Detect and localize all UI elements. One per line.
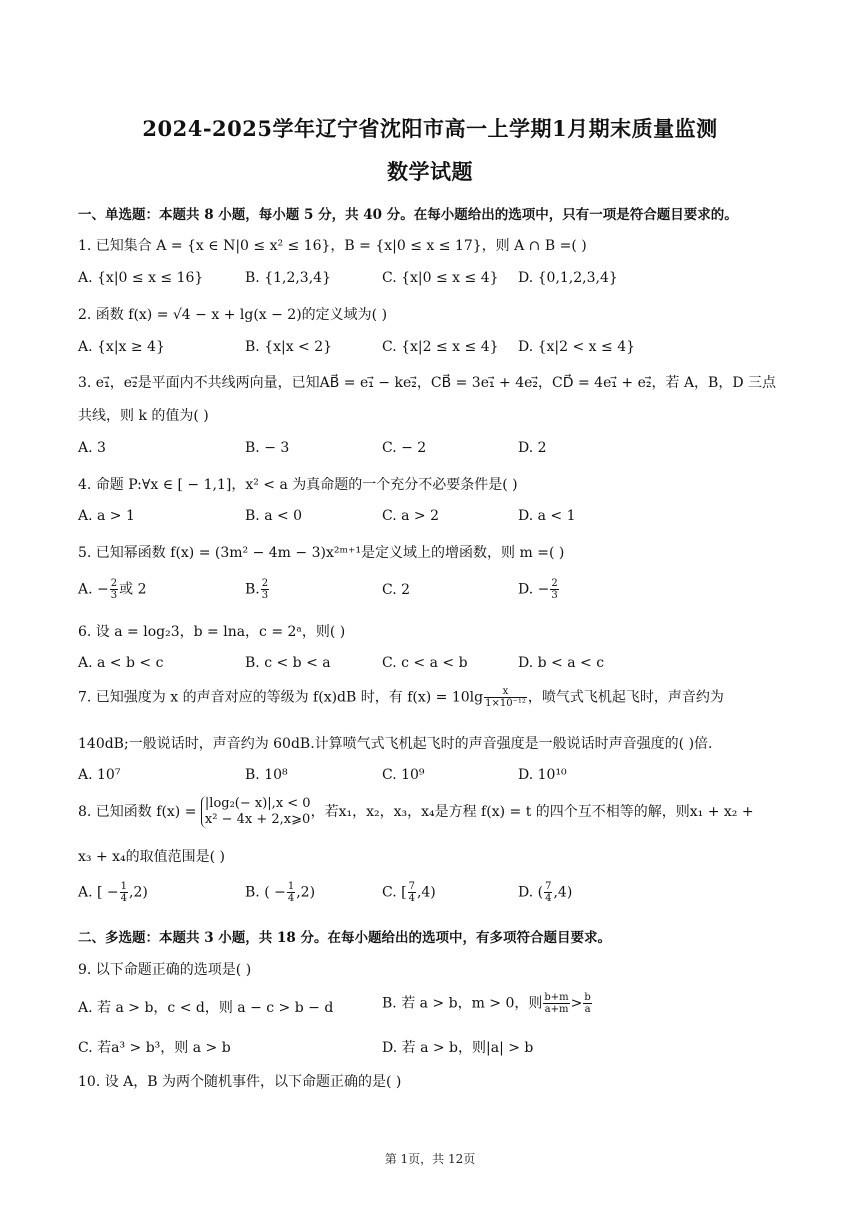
question-4-option-c: C. a > 2 — [382, 508, 439, 524]
question-3-option-a: A. 3 — [78, 440, 106, 456]
fraction-numerator: 1 — [287, 881, 295, 892]
fraction-numerator: 7 — [545, 881, 552, 892]
stem-text: 7. 已知强度为 x 的声音对应的等级为 f(x)dB 时，有 f(x) = 10lg — [78, 689, 484, 706]
question-1-option-b: B. {1,2,3,4} — [245, 270, 331, 286]
question-1-option-c: C. {x|0 ≤ x ≤ 4} — [382, 270, 499, 286]
question-6-option-c: C. c < a < b — [382, 655, 468, 671]
fraction — [287, 881, 295, 904]
fraction — [550, 578, 558, 601]
fraction-denominator: a — [584, 1004, 591, 1015]
question-1-option-d: D. {0,1,2,3,4} — [518, 270, 618, 286]
question-7-stem-line1 — [78, 686, 788, 709]
question-3-stem-line2: 共线，则 k 的值为( ) — [78, 408, 209, 424]
piecewise-function — [201, 796, 311, 828]
option-suffix: 或 2 — [119, 581, 147, 598]
stem-text: ，喷气式飞机起飞时，声音约为 — [527, 689, 724, 706]
question-2-option-a: A. {x|x ≥ 4} — [78, 339, 165, 355]
question-9-option-b — [382, 992, 593, 1015]
fraction-numerator: x — [484, 686, 527, 698]
question-10-stem: 10. 设 A，B 为两个随机事件，以下命题正确的是( ) — [78, 1074, 402, 1090]
question-9-option-c: C. 若a³ > b³，则 a > b — [78, 1040, 231, 1056]
stem-text: 8. 已知函数 f(x) = — [78, 804, 197, 820]
question-8-option-d — [518, 881, 572, 904]
question-8-option-b — [245, 881, 315, 904]
question-8-stem-line1 — [78, 796, 788, 828]
option-suffix: ,2) — [296, 884, 316, 901]
page-footer: 第 1页，共 12页 — [384, 1152, 476, 1166]
option-prefix: B. ( − — [245, 884, 286, 901]
question-7-stem-line2: 140dB;一般说话时，声音约为 60dB.计算喷气式飞机起飞时的声音强度是一般说话时声音强度的( )倍. — [78, 736, 713, 752]
fraction-denominator: 4 — [545, 893, 552, 904]
question-4-option-a: A. a > 1 — [78, 508, 135, 524]
exam-subtitle: 数学试题 — [387, 159, 473, 184]
fraction-numerator: b — [584, 992, 591, 1003]
option-prefix: B. — [245, 581, 260, 598]
fraction-numerator: b+m — [544, 992, 569, 1003]
question-3-option-c: C. − 2 — [382, 440, 427, 456]
question-7-option-b: B. 10⁸ — [245, 767, 288, 783]
fraction-denominator: a+m — [544, 1004, 569, 1015]
question-2-option-d: D. {x|2 < x ≤ 4} — [518, 339, 636, 355]
fraction-denominator: 3 — [261, 590, 269, 601]
fraction-denominator: 3 — [110, 590, 118, 601]
option-prefix: D. ( — [518, 884, 544, 901]
fraction-numerator: 2 — [261, 578, 269, 589]
question-8-stem-line2: x₃ + x₄的取值范围是( ) — [78, 849, 226, 865]
fraction-numerator: 1 — [120, 881, 128, 892]
question-5-option-d — [518, 578, 560, 601]
question-9-stem: 9. 以下命题正确的选项是( ) — [78, 962, 252, 978]
fraction-numerator: 7 — [408, 881, 415, 892]
question-7-option-a: A. 10⁷ — [78, 767, 121, 783]
question-6-option-b: B. c < b < a — [245, 655, 331, 671]
fraction — [408, 881, 416, 904]
fraction — [120, 881, 128, 904]
question-2-stem: 2. 函数 f(x) = √4 − x + lg(x − 2)的定义域为( ) — [78, 307, 388, 323]
question-4-option-b: B. a < 0 — [245, 508, 303, 524]
question-3-option-d: D. 2 — [518, 440, 547, 456]
piece-1: |log₂(− x)|,x < 0 — [204, 796, 311, 811]
fraction — [543, 992, 569, 1015]
question-7-option-d: D. 10¹⁰ — [518, 767, 567, 783]
exam-title: 2024-2025学年辽宁省沈阳市高一上学期1月期末质量监测 — [142, 116, 718, 141]
option-prefix: A. − — [78, 581, 109, 598]
option-suffix: ,4) — [553, 884, 573, 901]
option-prefix: D. − — [518, 581, 550, 598]
question-8-option-c — [382, 881, 436, 904]
option-suffix: ,4) — [416, 884, 436, 901]
question-6-stem: 6. 设 a = log₂3，b = lna，c = 2ᵃ，则( ) — [78, 624, 346, 640]
fraction — [484, 686, 527, 709]
fraction-numerator: 2 — [551, 578, 558, 589]
fraction-denominator: 4 — [120, 893, 128, 904]
comparison-sign: > — [570, 995, 583, 1012]
fraction — [544, 881, 552, 904]
option-suffix: ,2) — [129, 884, 148, 901]
question-4-option-d: D. a < 1 — [518, 508, 576, 524]
question-9-option-a: A. 若 a > b，c < d，则 a − c > b − d — [78, 1000, 334, 1016]
option-prefix: B. 若 a > b，m > 0，则 — [382, 995, 543, 1012]
fraction — [261, 578, 269, 601]
question-5-option-b — [245, 578, 270, 601]
option-prefix: C. [ — [382, 884, 407, 901]
question-5-option-c: C. 2 — [382, 582, 411, 598]
question-3-stem-line1: 3. e₁⃗，e₂⃗是平面内不共线两向量，已知AB⃗ = e₁⃗ − ke₂⃗，CB⃗ = 3e₁⃗ + 4e₂⃗，CD⃗ = 4e₁⃗ + e₂⃗，若 A，B，D 三点 — [78, 375, 777, 391]
fraction-denominator: 4 — [408, 893, 415, 904]
fraction-denominator: 4 — [287, 893, 295, 904]
question-4-stem: 4. 命题 P:∀x ∈ [ − 1,1]，x² < a 为真命题的一个充分不必要条件是( ) — [78, 477, 518, 493]
question-2-option-b: B. {x|x < 2} — [245, 339, 333, 355]
question-5-option-a — [78, 578, 146, 601]
question-2-option-c: C. {x|2 ≤ x ≤ 4} — [382, 339, 499, 355]
fraction-numerator: 2 — [110, 578, 118, 589]
fraction — [110, 578, 118, 601]
section-heading-single-choice: 一、单选题：本题共 8 小题，每小题 5 分，共 40 分。在每小题给出的选项中，只有一项是符合题目要求的。 — [78, 207, 738, 223]
question-5-stem: 5. 已知幂函数 f(x) = (3m² − 4m − 3)x²ᵐ⁺¹是定义域上的增函数，则 m =( ) — [78, 545, 565, 561]
option-prefix: A. [ − — [78, 884, 119, 901]
question-3-option-b: B. − 3 — [245, 440, 290, 456]
question-9-option-d: D. 若 a > b，则|a| > b — [382, 1040, 534, 1056]
question-7-option-c: C. 10⁹ — [382, 767, 425, 783]
stem-text: ，若x₁，x₂，x₃，x₄是方程 f(x) = t 的四个互不相等的解，则x₁ + x₂ + — [310, 804, 754, 820]
question-1-option-a: A. {x|0 ≤ x ≤ 16} — [78, 270, 204, 286]
fraction-denominator: 1×10⁻¹² — [485, 698, 526, 709]
fraction-denominator: 3 — [551, 590, 558, 601]
fraction — [583, 992, 591, 1015]
section-heading-multiple-choice: 二、多选题：本题共 3 小题，共 18 分。在每小题给出的选项中，有多项符合题目要求。 — [78, 930, 611, 946]
question-8-option-a — [78, 881, 148, 904]
piece-2: x² − 4x + 2,x⩾0 — [204, 812, 311, 827]
question-6-option-d: D. b < a < c — [518, 655, 605, 671]
question-1-stem: 1. 已知集合 A = {x ∈ N|0 ≤ x² ≤ 16}，B = {x|0 ≤ x ≤ 17}，则 A ∩ B =( ) — [78, 238, 587, 254]
question-6-option-a: A. a < b < c — [78, 655, 164, 671]
